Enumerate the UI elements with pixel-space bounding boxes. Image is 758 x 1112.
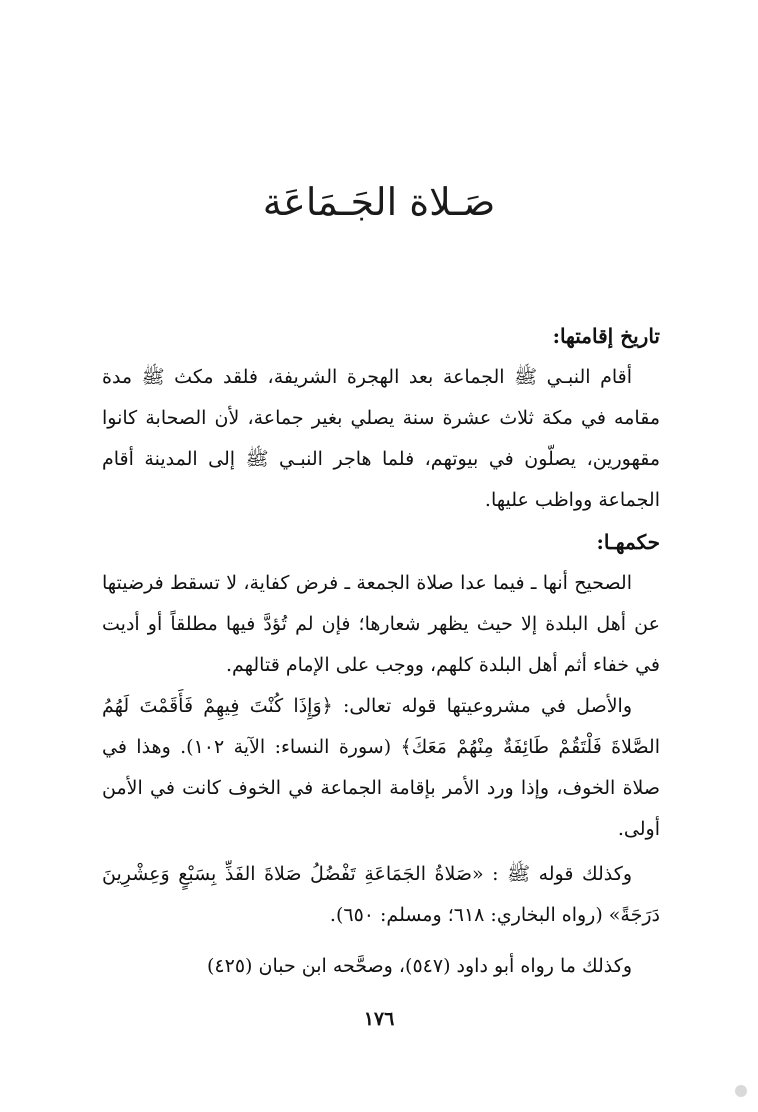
section-hadith <box>102 854 660 936</box>
section-heading-history: تاريخ إقامتها: <box>552 324 660 348</box>
scan-dot-mark <box>735 1085 747 1097</box>
section-evidence <box>102 686 660 850</box>
paragraph-history: أقام النبـي ﷺ الجماعة بعد الهجرة الشريفة، فلقد مكث ﷺ مدة مقامه في مكة ثلاث عشرة سنة يصلي بغير جماعة، لأن الصحابة كانوا مقهورين، يصلّون في بيوتهم، فلما هاجر النبـي ﷺ إلى المدينة أقام الجماعة وواظب عليها. <box>102 366 660 511</box>
chapter-title: صَـلاة الجَـمَاعَة <box>262 180 496 224</box>
section-heading-ruling: حكمهـا: <box>596 530 660 554</box>
paragraph-ruling-4: وكذلك ما رواه أبو داود (٥٤٧)، وصحَّحه ابن حبان (٤٢٥) <box>207 955 632 977</box>
paragraph-ruling-2: والأصل في مشروعيتها قوله تعالى: ﴿وَإِذَا كُنْتَ فِيهِمْ فَأَقَمْتَ لَهُمُ الصَّلاةَ فَلْتَقُمْ طَائِفَةٌ مِنْهُمْ مَعَكَ﴾ (سورة النساء: الآية ١٠٢). وهذا في صلاة الخوف، وإذا ورد الأمر بإقامة الجماعة في الخوف كانت في الأمن أولى. <box>102 695 661 840</box>
section-abu-dawud <box>102 946 660 987</box>
paragraph-ruling-1: الصحيح أنها ـ فيما عدا صلاة الجمعة ـ فرض كفاية، لا تسقط فرضيتها عن أهل البلدة إلا حيث يظهر شعارها؛ فإن لم تُؤدَّ فيها مطلقاً أو أديت في خفاء أثم أهل البلدة كلهم، ووجب على الإمام قتالهم. <box>102 572 660 676</box>
paragraph-ruling-3: وكذلك قوله ﷺ : «صَلاةُ الجَمَاعَةِ تَفْضُلُ صَلاةَ الفَذِّ بِسَبْعٍ وَعِشْرِينَ دَرَجَةً» (رواه البخاري: ٦١٨؛ ومسلم: ٦٥٠). <box>102 863 660 926</box>
page-number: ١٧٦ <box>363 1008 395 1030</box>
section-ruling <box>102 522 660 686</box>
section-history <box>102 316 660 521</box>
